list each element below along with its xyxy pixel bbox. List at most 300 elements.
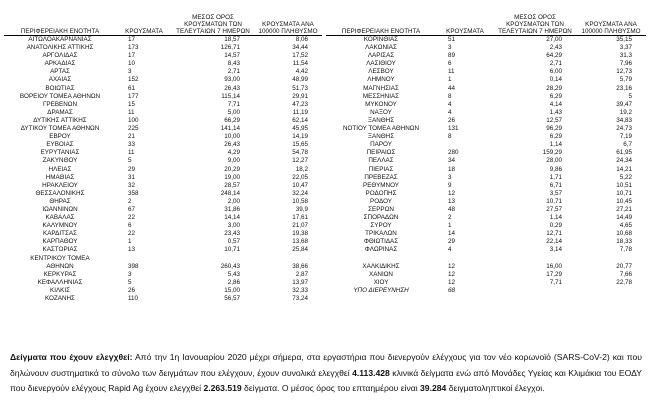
per-100k-value: 34,83 bbox=[616, 116, 632, 124]
cases-value bbox=[436, 141, 494, 149]
header-cases: ΚΡΟΥΣΜΑΤΑ bbox=[116, 10, 172, 36]
region-name: ΠΕΛΛΑΣ bbox=[368, 157, 394, 165]
region-name: ΖΑΚΥΝΘΟΥ bbox=[42, 157, 78, 165]
region-name: ΞΑΝΘΗΣ bbox=[367, 133, 395, 141]
cases-value: 12 bbox=[448, 270, 456, 278]
avg-7-days-value: 1,43 bbox=[549, 108, 562, 116]
per-100k-value: 6,7 bbox=[623, 141, 632, 149]
header-avg-7-days: ΜΕΣΟΣ ΟΡΟΣ ΚΡΟΥΣΜΑΤΩΝ ΤΩΝ ΤΕΛΕΥΤΑΙΩΝ 7 ΗΜΕΡΩΝ bbox=[172, 10, 254, 36]
region-name: ΡΕΘΥΜΝΟΥ bbox=[363, 181, 399, 189]
region-name: ΠΕΙΡΑΙΩΣ bbox=[366, 149, 396, 157]
avg-7-days-value: 6,71 bbox=[549, 181, 562, 189]
region-name: ΜΕΣΣΗΝΙΑΣ bbox=[362, 92, 400, 100]
header-region: ΠΕΡΙΦΕΡΕΙΑΚΗ ΕΝΟΤΗΤΑ bbox=[4, 10, 116, 36]
per-100k-value bbox=[576, 295, 646, 303]
avg-7-days-value: 10,71 bbox=[546, 197, 562, 205]
region-name: ΗΛΕΙΑΣ bbox=[48, 165, 72, 173]
avg-7-days-value: 2,00 bbox=[227, 197, 240, 205]
cases-value bbox=[436, 295, 494, 303]
note-text-4: δειγματοληπτικοί έλεγχοι. bbox=[446, 383, 545, 393]
cases-value: 3 bbox=[448, 44, 452, 52]
avg-7-days-value: 26,43 bbox=[224, 141, 240, 149]
right-table-body bbox=[326, 36, 646, 304]
region-name bbox=[326, 295, 436, 303]
table-row bbox=[4, 214, 322, 222]
table-row bbox=[326, 141, 646, 149]
table-row bbox=[326, 109, 646, 117]
table-row bbox=[4, 222, 322, 230]
avg-7-days-value: 14,57 bbox=[224, 52, 240, 60]
region-name: ΧΑΛΚΙΔΙΚΗΣ bbox=[362, 262, 400, 270]
table-row bbox=[4, 238, 322, 246]
per-100k-value: 19,2 bbox=[619, 108, 632, 116]
table-row bbox=[4, 60, 322, 68]
region-name: ΑΡΚΑΔΙΑΣ bbox=[44, 60, 76, 68]
avg-7-days-value: 6,00 bbox=[549, 68, 562, 76]
table-row bbox=[4, 279, 322, 287]
region-name: ΣΥΡΟΥ bbox=[370, 222, 392, 230]
table-row bbox=[326, 133, 646, 141]
cases-value: 26 bbox=[128, 286, 136, 294]
header-cases: ΚΡΟΥΣΜΑΤΑ bbox=[436, 10, 494, 36]
avg-7-days-value: 4,14 bbox=[549, 100, 562, 108]
per-100k-value: 48,99 bbox=[292, 76, 308, 84]
avg-7-days-value: 15,00 bbox=[224, 286, 240, 294]
avg-7-days-value: 28,29 bbox=[546, 84, 562, 92]
per-100k-value: 24,73 bbox=[616, 125, 632, 133]
avg-7-days-value: 2,71 bbox=[227, 68, 240, 76]
region-name: ΦΘΙΩΤΙΔΑΣ bbox=[363, 238, 399, 246]
table-row bbox=[4, 263, 322, 271]
avg-7-days-value bbox=[172, 255, 254, 263]
avg-7-days-value bbox=[494, 287, 576, 295]
region-name: ΤΡΙΚΑΛΩΝ bbox=[365, 230, 397, 238]
note-text-1: Από την 1η Ιανουαρίου 2020 μέχρι σήμερα, στα εργαστήρια που διενεργούν ελέγχους για τον νέο κορωνοϊό (SARS-CoV-2) και που δηλώνουν συστηματικά το σύνολο των δειγμάτων που ελέγχουν, έχουν συνολικά ελεγχθεί bbox=[10, 352, 642, 378]
per-100k-value: 12,73 bbox=[616, 68, 632, 76]
table-row bbox=[326, 230, 646, 238]
region-name: ΡΟΔΟΥ bbox=[370, 197, 392, 205]
avg-7-days-value: 27,00 bbox=[546, 36, 562, 43]
cases-value: 131 bbox=[448, 125, 459, 133]
per-100k-value: 5,79 bbox=[619, 76, 632, 84]
region-name: ΚΑΡΔΙΤΣΑΣ bbox=[43, 230, 77, 238]
per-100k-value: 23,16 bbox=[616, 84, 632, 92]
table-row bbox=[326, 295, 646, 303]
table-row bbox=[4, 182, 322, 190]
per-100k-value: 31,3 bbox=[619, 52, 632, 60]
table-row bbox=[4, 68, 322, 76]
cases-value: 89 bbox=[448, 52, 456, 60]
per-100k-value: 11,19 bbox=[292, 108, 308, 116]
per-100k-value: 4,65 bbox=[619, 222, 632, 230]
table-row bbox=[326, 198, 646, 206]
avg-7-days-value: 93,00 bbox=[224, 76, 240, 84]
per-100k-value: 22,78 bbox=[616, 278, 632, 286]
table-row bbox=[4, 166, 322, 174]
avg-7-days-value: 3,57 bbox=[549, 189, 562, 197]
table-row bbox=[4, 109, 322, 117]
cases-value: 9 bbox=[448, 181, 452, 189]
per-100k-value: 5,22 bbox=[619, 173, 632, 181]
avg-7-days-value: 23,43 bbox=[224, 230, 240, 238]
cases-value: 3 bbox=[128, 270, 132, 278]
cases-value: 31 bbox=[128, 173, 136, 181]
table-row bbox=[4, 133, 322, 141]
region-name: ΑΡΤΑΣ bbox=[50, 68, 70, 76]
table-row bbox=[4, 76, 322, 84]
avg-7-days-value: 64,29 bbox=[546, 52, 562, 60]
cases-value: 8 bbox=[448, 92, 452, 100]
table-row bbox=[4, 117, 322, 125]
region-name: ΚΟΖΑΝΗΣ bbox=[45, 295, 75, 302]
seven-day-average-tests: 39.284 bbox=[420, 383, 447, 393]
region-name: ΛΑΣΙΘΙΟΥ bbox=[366, 60, 396, 68]
cases-value: 6 bbox=[128, 222, 132, 230]
cases-value: 44 bbox=[448, 84, 456, 92]
table-row bbox=[4, 255, 322, 263]
table-row bbox=[326, 76, 646, 84]
cases-value: 152 bbox=[128, 76, 139, 84]
table-row bbox=[326, 166, 646, 174]
region-name: ΕΥΒΟΙΑΣ bbox=[46, 141, 74, 149]
avg-7-days-value: 27,57 bbox=[546, 205, 562, 213]
cases-value: 61 bbox=[128, 84, 136, 92]
table-row bbox=[4, 206, 322, 214]
avg-7-days-value: 1,14 bbox=[549, 214, 562, 222]
per-100k-value: 7,66 bbox=[619, 270, 632, 278]
region-name: ΚΑΛΥΜΝΟΥ bbox=[42, 222, 78, 230]
table-row bbox=[326, 214, 646, 222]
table-row bbox=[326, 85, 646, 93]
avg-7-days-value: 141,14 bbox=[220, 125, 240, 133]
table-row bbox=[4, 93, 322, 101]
avg-7-days-value: 18,57 bbox=[224, 36, 240, 43]
avg-7-days-value: 20,29 bbox=[224, 165, 240, 173]
table-header-row bbox=[326, 10, 646, 36]
cases-value: 68 bbox=[448, 286, 456, 294]
cases-value: 13 bbox=[448, 197, 456, 205]
cases-value: 12 bbox=[448, 189, 456, 197]
avg-7-days-value: 5,43 bbox=[227, 270, 240, 278]
avg-7-days-value: 2,86 bbox=[227, 278, 240, 286]
table-row bbox=[4, 271, 322, 279]
per-100k-value: 20,77 bbox=[616, 262, 632, 270]
region-name: ΑΙΤΩΛΟΑΚΑΡΝΑΝΙΑΣ bbox=[28, 36, 92, 43]
region-name: ΦΛΩΡΙΝΑΣ bbox=[364, 246, 398, 254]
table-row bbox=[4, 52, 322, 60]
per-100k-value: 21,07 bbox=[292, 222, 308, 230]
per-100k-value bbox=[576, 287, 646, 295]
rapid-ag-samples-count: 2.263.519 bbox=[203, 383, 242, 393]
region-name: ΜΥΚΟΝΟΥ bbox=[365, 100, 397, 108]
avg-7-days-value: 115,14 bbox=[221, 92, 240, 100]
cases-value: 2 bbox=[448, 214, 452, 222]
cases-value: 21 bbox=[128, 133, 136, 141]
per-100k-value bbox=[576, 255, 646, 263]
per-100k-value: 39,47 bbox=[616, 100, 632, 108]
cases-value: 358 bbox=[128, 189, 139, 197]
region-name: ΑΧΑΪΑΣ bbox=[48, 76, 72, 84]
per-100k-value: 45,95 bbox=[292, 125, 308, 133]
region-name: ΓΡΕΒΕΝΩΝ bbox=[42, 100, 78, 108]
avg-7-days-value: 56,57 bbox=[224, 295, 240, 302]
region-name: ΧΑΝΙΩΝ bbox=[369, 270, 393, 278]
cases-value: 29 bbox=[128, 165, 136, 173]
region-name: ΧΙΟΥ bbox=[373, 278, 389, 286]
table-row bbox=[4, 287, 322, 295]
per-100k-value: 13,97 bbox=[292, 278, 308, 286]
table-row bbox=[4, 246, 322, 254]
table-row bbox=[326, 263, 646, 271]
note-text-3: δείγματα. Ο μέσος όρος του επταημέρου είναι bbox=[241, 383, 421, 393]
cases-value: 11 bbox=[128, 108, 135, 116]
cases-value: 32 bbox=[128, 181, 136, 189]
per-100k-value: 39,9 bbox=[295, 205, 308, 213]
region-name: ΚΕΦΑΛΛΗΝΙΑΣ bbox=[37, 278, 83, 286]
region-name: ΛΑΡΙΣΑΣ bbox=[367, 52, 395, 60]
per-100k-value: 10,71 bbox=[616, 189, 632, 197]
avg-7-days-value: 7,71 bbox=[227, 100, 240, 108]
cases-value: 11 bbox=[128, 149, 135, 157]
table-row bbox=[4, 101, 322, 109]
region-name: ΡΟΔΟΠΗΣ bbox=[365, 189, 397, 197]
table-row bbox=[326, 206, 646, 214]
cases-value: 13 bbox=[128, 246, 136, 254]
per-100k-value: 7,19 bbox=[619, 133, 632, 141]
table-row bbox=[326, 279, 646, 287]
region-name: ΠΡΕΒΕΖΑΣ bbox=[364, 173, 398, 181]
region-name: ΔΡΑΜΑΣ bbox=[47, 108, 73, 116]
per-100k-value: 10,45 bbox=[616, 197, 632, 205]
avg-7-days-value: 6,29 bbox=[549, 133, 562, 141]
cases-value: 17 bbox=[128, 36, 136, 43]
table-row bbox=[326, 117, 646, 125]
avg-7-days-value: 10,71 bbox=[224, 246, 240, 254]
region-name: ΝΟΤΙΟΥ ΤΟΜΕΑ ΑΘΗΝΩΝ bbox=[342, 125, 420, 133]
region-name: ΚΕΝΤΡΙΚΟΥ ΤΟΜΕΑ bbox=[30, 254, 90, 262]
region-name: ΜΑΓΝΗΣΙΑΣ bbox=[363, 84, 399, 92]
cases-value: 14 bbox=[448, 230, 456, 238]
avg-7-days-value: 5,00 bbox=[227, 108, 240, 116]
table-row bbox=[4, 36, 322, 45]
avg-7-days-value bbox=[494, 255, 576, 263]
region-name: ΥΠΟ ΔΙΕΡΕΥΝΗΣΗ bbox=[353, 286, 409, 294]
samples-tested-lead: Δείγματα που έχουν ελεγχθεί: bbox=[10, 352, 133, 362]
avg-7-days-value: 248,14 bbox=[220, 189, 240, 197]
cases-value: 177 bbox=[128, 92, 139, 100]
per-100k-value: 18,33 bbox=[616, 238, 632, 246]
cases-value: 4 bbox=[448, 246, 452, 254]
region-name: ΚΑΡΠΑΘΟΥ bbox=[42, 238, 78, 246]
region-name: ΚΑΣΤΟΡΙΑΣ bbox=[42, 246, 78, 254]
header-per-100k: ΚΡΟΥΣΜΑΤΑ ΑΝΑ 100000 ΠΛΗΘΥΣΜΟ bbox=[254, 10, 322, 36]
region-name: ΛΑΚΩΝΙΑΣ bbox=[365, 44, 397, 52]
per-100k-value: 12,27 bbox=[292, 157, 308, 165]
avg-7-days-value: 28,00 bbox=[546, 157, 562, 165]
region-name: ΙΩΑΝΝΙΝΩΝ bbox=[42, 205, 78, 213]
avg-7-days-value: 66,29 bbox=[224, 116, 240, 124]
region-name: ΕΥΡΥΤΑΝΙΑΣ bbox=[40, 149, 80, 157]
per-100k-value: 10,68 bbox=[616, 230, 632, 238]
header-region: ΠΕΡΙΦΕΡΕΙΑΚΗ ΕΝΟΤΗΤΑ bbox=[326, 10, 436, 36]
cases-value: 3 bbox=[448, 173, 452, 181]
per-100k-value: 27,21 bbox=[616, 205, 632, 213]
per-100k-value: 73,24 bbox=[292, 295, 308, 302]
avg-7-days-value: 1,71 bbox=[549, 173, 562, 181]
note-text-2: κλινικά δείγματα ενώ από Μονάδες Υγείας και Κλιμάκια του ΕΟΔΥ που διενεργούν ελέγχους Rapid Ag έχουν ελεγχθεί bbox=[10, 367, 642, 393]
cases-value: 1 bbox=[128, 238, 132, 246]
region-name: ΔΥΤΙΚΟΥ ΤΟΜΕΑ ΑΘΗΝΩΝ bbox=[20, 125, 100, 133]
table-row bbox=[4, 141, 322, 149]
table-row bbox=[326, 93, 646, 101]
cases-value: 4 bbox=[448, 108, 452, 116]
table-row bbox=[326, 52, 646, 60]
cases-value: 29 bbox=[448, 238, 456, 246]
region-name: ΒΟΙΩΤΙΑΣ bbox=[45, 84, 75, 92]
cases-value: 280 bbox=[448, 149, 459, 157]
avg-7-days-value: 3,00 bbox=[227, 222, 240, 230]
avg-7-days-value: 0,29 bbox=[549, 222, 562, 230]
per-100k-value: 18,2 bbox=[295, 165, 308, 173]
region-name: ΒΟΡΕΙΟΥ ΤΟΜΕΑ ΑΘΗΝΩΝ bbox=[19, 92, 101, 100]
avg-7-days-value: 4,29 bbox=[227, 149, 240, 157]
table-header-row bbox=[4, 10, 322, 36]
avg-7-days-value: 9,00 bbox=[227, 157, 240, 165]
per-100k-value: 14,49 bbox=[616, 214, 632, 222]
avg-7-days-value: 16,00 bbox=[546, 262, 562, 270]
table-row bbox=[4, 190, 322, 198]
per-100k-value: 61,95 bbox=[616, 149, 632, 157]
per-100k-value: 62,14 bbox=[292, 116, 308, 124]
per-100k-value bbox=[254, 255, 322, 263]
avg-7-days-value: 14,14 bbox=[224, 214, 240, 222]
table-row bbox=[326, 222, 646, 230]
header-per-100k: ΚΡΟΥΣΜΑΤΑ ΑΝΑ 100000 ΠΛΗΘΥΣΜΟ bbox=[576, 10, 646, 36]
per-100k-value: 35,15 bbox=[616, 36, 632, 43]
table-row bbox=[326, 60, 646, 68]
clinical-samples-count: 4.113.428 bbox=[352, 367, 390, 378]
avg-7-days-value: 1,14 bbox=[549, 141, 562, 149]
cases-value: 1 bbox=[448, 222, 452, 230]
cases-value: 225 bbox=[128, 125, 139, 133]
per-100k-value: 10,47 bbox=[292, 181, 308, 189]
cases-value: 33 bbox=[128, 141, 136, 149]
cases-value: 18 bbox=[448, 165, 456, 173]
avg-7-days-value: 26,43 bbox=[224, 84, 240, 92]
table-row bbox=[4, 125, 322, 133]
avg-7-days-value: 12,71 bbox=[546, 230, 562, 238]
cases-value: 110 bbox=[128, 295, 139, 302]
per-100k-value: 14,19 bbox=[292, 133, 308, 141]
avg-7-days-value: 19,00 bbox=[224, 173, 240, 181]
cases-value: 5 bbox=[128, 157, 132, 165]
cases-value: 12 bbox=[448, 262, 456, 270]
region-name: ΑΝΑΤΟΛΙΚΗΣ ΑΤΤΙΚΗΣ bbox=[26, 44, 94, 52]
region-name: ΚΙΛΚΙΣ bbox=[50, 286, 70, 294]
table-row bbox=[326, 36, 646, 45]
avg-7-days-value: 12,57 bbox=[546, 116, 562, 124]
per-100k-value: 17,52 bbox=[292, 52, 308, 60]
table-row bbox=[326, 149, 646, 157]
per-100k-value: 22,05 bbox=[292, 173, 308, 181]
table-row bbox=[4, 44, 322, 52]
cases-value: 22 bbox=[128, 214, 136, 222]
cases-value: 12 bbox=[448, 278, 456, 286]
per-100k-value: 10,51 bbox=[616, 181, 632, 189]
per-100k-value: 19,38 bbox=[292, 230, 308, 238]
region-name: ΣΕΡΡΩΝ bbox=[368, 205, 394, 213]
per-100k-value: 4,42 bbox=[295, 68, 308, 76]
left-cases-table bbox=[4, 10, 322, 303]
table-row bbox=[4, 174, 322, 182]
per-100k-value: 25,84 bbox=[292, 246, 308, 254]
region-name: ΚΑΒΑΛΑΣ bbox=[45, 214, 75, 222]
per-100k-value: 54,78 bbox=[292, 149, 308, 157]
avg-7-days-value: 96,29 bbox=[546, 125, 562, 133]
per-100k-value: 47,23 bbox=[292, 100, 308, 108]
avg-7-days-value: 6,29 bbox=[549, 92, 562, 100]
table-row bbox=[326, 157, 646, 165]
avg-7-days-value: 0,57 bbox=[227, 238, 240, 246]
per-100k-value: 32,24 bbox=[292, 189, 308, 197]
table-row bbox=[4, 149, 322, 157]
avg-7-days-value: 9,86 bbox=[549, 165, 562, 173]
avg-7-days-value: 159,29 bbox=[542, 149, 562, 157]
region-name: ΣΠΟΡΑΔΩΝ bbox=[363, 214, 399, 222]
cases-value: 67 bbox=[128, 205, 136, 213]
cases-value: 4 bbox=[448, 100, 452, 108]
table-row bbox=[326, 101, 646, 109]
header-avg-7-days: ΜΕΣΟΣ ΟΡΟΣ ΚΡΟΥΣΜΑΤΩΝ ΤΩΝ ΤΕΛΕΥΤΑΙΩΝ 7 ΗΜΕΡΩΝ bbox=[494, 10, 576, 36]
avg-7-days-value: 2,71 bbox=[549, 60, 562, 68]
table-row bbox=[326, 174, 646, 182]
per-100k-value: 32,33 bbox=[292, 286, 308, 294]
region-name: ΗΜΑΘΙΑΣ bbox=[45, 173, 75, 181]
region-name: ΠΑΡΟΥ bbox=[370, 141, 392, 149]
cases-value: 5 bbox=[128, 278, 132, 286]
region-name: ΔΥΤΙΚΗΣ ΑΤΤΙΚΗΣ bbox=[33, 116, 87, 124]
per-100k-value: 11,54 bbox=[292, 60, 308, 68]
table-row bbox=[326, 238, 646, 246]
avg-7-days-value: 0,14 bbox=[549, 76, 562, 84]
region-name: ΕΒΡΟΥ bbox=[49, 133, 71, 141]
region-name: ΚΟΡΙΝΘΙΑΣ bbox=[363, 36, 399, 43]
right-cases-table bbox=[326, 10, 646, 303]
table-row bbox=[4, 198, 322, 206]
per-100k-value: 24,34 bbox=[616, 157, 632, 165]
cases-value: 51 bbox=[448, 36, 456, 43]
per-100k-value: 34,44 bbox=[292, 44, 308, 52]
cases-value: 6 bbox=[448, 60, 452, 68]
avg-7-days-value: 17,29 bbox=[546, 270, 562, 278]
avg-7-days-value: 8,43 bbox=[227, 60, 240, 68]
table-row bbox=[326, 271, 646, 279]
table-row bbox=[4, 295, 322, 303]
cases-value: 173 bbox=[128, 44, 139, 52]
table-row bbox=[326, 190, 646, 198]
table-row bbox=[326, 255, 646, 263]
cases-value bbox=[436, 255, 494, 263]
cases-value: 3 bbox=[128, 68, 132, 76]
table-row bbox=[326, 287, 646, 295]
table-row bbox=[326, 125, 646, 133]
avg-7-days-value: 260,43 bbox=[220, 262, 240, 270]
left-table-body bbox=[4, 36, 322, 304]
region-name: ΑΡΓΟΛΙΔΑΣ bbox=[42, 52, 78, 60]
per-100k-value: 7,96 bbox=[619, 60, 632, 68]
avg-7-days-value: 2,43 bbox=[549, 44, 562, 52]
cases-value: 17 bbox=[128, 52, 136, 60]
